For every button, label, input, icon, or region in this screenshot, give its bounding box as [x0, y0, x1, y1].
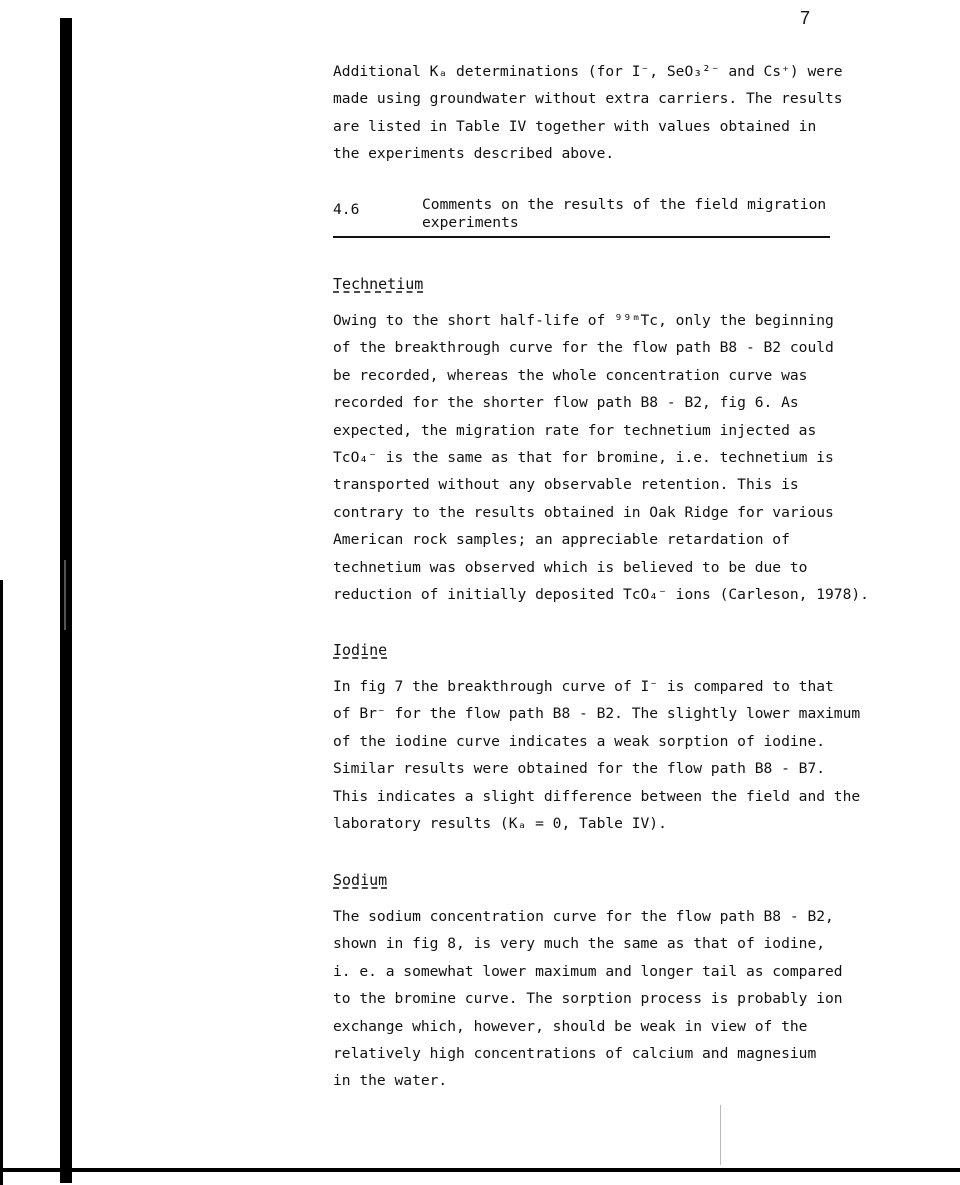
sodium-line: to the bromine curve. The sorption process is probably ion — [333, 990, 843, 1008]
iodine-heading: Iodine — [333, 641, 388, 659]
technetium-line: expected, the migration rate for technetium injected as — [333, 421, 817, 439]
iodine-line: of Br⁻ for the flow path B8 - B2. The slightly lower maximum — [333, 705, 861, 723]
sodium-line: relatively high concentrations of calcium and magnesium — [333, 1045, 817, 1063]
sodium-paragraph — [333, 903, 893, 1095]
page-number: 7 — [800, 8, 811, 28]
section-title-line: experiments — [422, 214, 519, 231]
sodium-line: i. e. a somewhat lower maximum and longer tail as compared — [333, 962, 843, 980]
iodine-line: of the iodine curve indicates a weak sorption of iodine. — [333, 732, 826, 750]
scan-faint-mark — [720, 1105, 721, 1165]
sodium-line: exchange which, however, should be weak in view of the — [333, 1017, 808, 1035]
intro-line: Additional Kₐ determinations (for I⁻, SeO₃²⁻ and Cs⁺) were — [333, 63, 843, 80]
technetium-paragraph — [333, 307, 893, 608]
technetium-line: transported without any observable retention. This is — [333, 476, 799, 494]
section-number: 4.6 — [333, 201, 360, 218]
technetium-line: of the breakthrough curve for the flow path B8 - B2 could — [333, 339, 834, 357]
section-title — [422, 196, 826, 232]
sodium-line: shown in fig 8, is very much the same as that of iodine, — [333, 935, 826, 953]
intro-paragraph — [333, 58, 893, 168]
technetium-line: reduction of initially deposited TcO₄⁻ ions (Carleson, 1978). — [333, 586, 869, 604]
technetium-line: Owing to the short half-life of ⁹⁹ᵐTc, only the beginning — [333, 312, 834, 329]
intro-line: made using groundwater without extra carriers. The results — [333, 90, 843, 108]
scan-edge-line — [0, 580, 3, 1185]
technetium-line: contrary to the results obtained in Oak Ridge for various — [333, 503, 834, 521]
technetium-line: American rock samples; an appreciable retardation of — [333, 531, 790, 549]
sodium-heading: Sodium — [333, 871, 388, 889]
technetium-line: TcO₄⁻ is the same as that for bromine, i.e. technetium is — [333, 449, 834, 467]
section-title-line: Comments on the results of the field migration — [422, 196, 827, 213]
iodine-line: In fig 7 the breakthrough curve of I⁻ is compared to that — [333, 678, 834, 695]
iodine-paragraph — [333, 673, 893, 837]
iodine-line: laboratory results (Kₐ = 0, Table IV). — [333, 815, 667, 833]
technetium-line: be recorded, whereas the whole concentration curve was — [333, 366, 808, 384]
technetium-line: recorded for the shorter flow path B8 - B2, fig 6. As — [333, 394, 799, 412]
section-rule — [333, 236, 830, 238]
technetium-line: technetium was observed which is believed to be due to — [333, 558, 808, 576]
intro-line: are listed in Table IV together with values obtained in — [333, 117, 817, 135]
scan-margin-bar — [60, 18, 72, 1183]
iodine-line: This indicates a slight difference between the field and the — [333, 787, 861, 805]
iodine-line: Similar results were obtained for the flow path B8 - B7. — [333, 760, 826, 778]
scan-artifact-mark — [64, 560, 66, 630]
technetium-heading: Technetium — [333, 275, 424, 293]
sodium-line: The sodium concentration curve for the flow path B8 - B2, — [333, 908, 834, 925]
sodium-line: in the water. — [333, 1072, 448, 1090]
scan-bottom-edge — [0, 1168, 960, 1172]
intro-line: the experiments described above. — [333, 145, 615, 163]
